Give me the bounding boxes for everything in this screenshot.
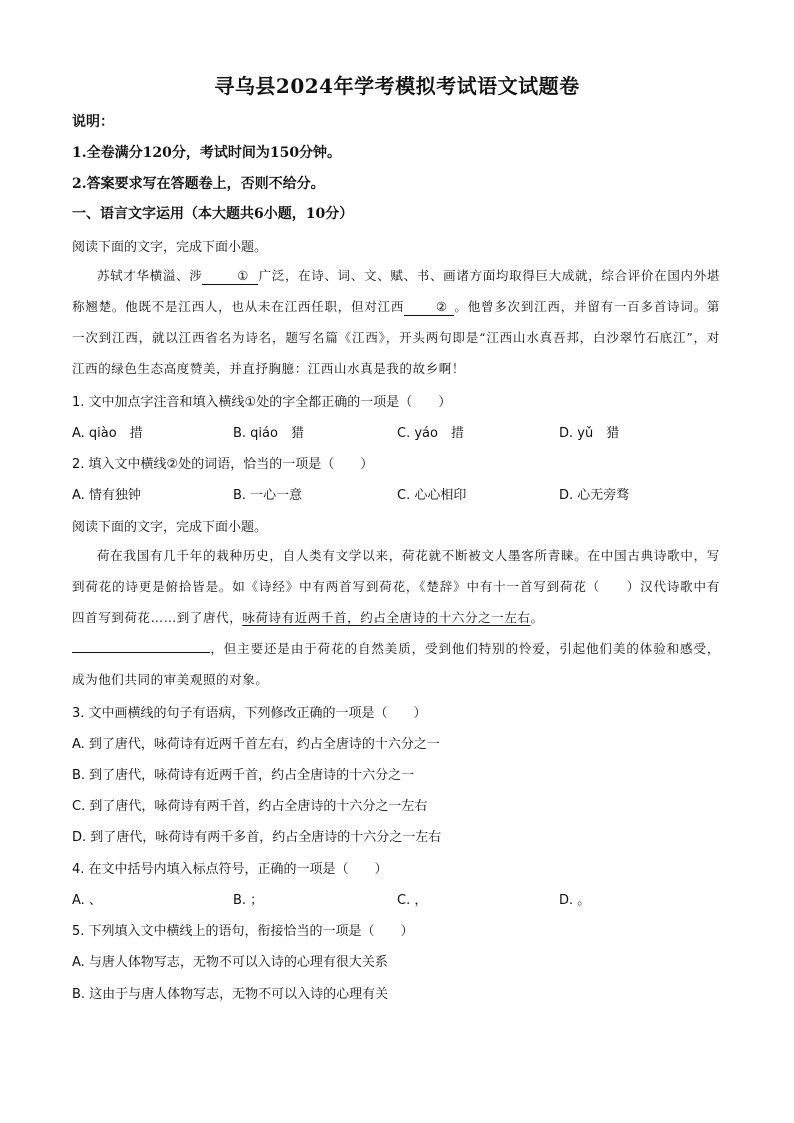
option-a[interactable]: A. 、 [72,893,102,908]
option-c[interactable]: C. 心心相印 [397,488,467,503]
option-d[interactable]: D. 。 [559,893,591,908]
reading-instruction-1: 阅读下面的文字，完成下面小题。 [72,240,268,255]
passage-text: 广泛，在诗、词、文、赋、书、画诸方面均取得巨大成就，综合评价在国内外堪称翘楚。他既不是江西人，也从未在江西任职，但对江西 [72,268,720,314]
reading-passage-2 [72,540,720,695]
note-item-2: 2.答案要求写在答题卷上，否则不给分。 [72,176,325,192]
question-1-options [72,422,720,442]
reading-instruction-2: 阅读下面的文字，完成下面小题。 [72,520,268,535]
option-b[interactable]: B. ； [233,893,264,908]
fill-blank-2: ② [404,299,454,316]
option-a[interactable]: A. 情有独钟 [72,488,141,503]
question-4-stem: 4. 在文中括号内填入标点符号，正确的一项是（ ） [72,862,388,877]
option-b[interactable]: B. 这由于与唐人体物写志，无物不可以入诗的心理有关 [72,987,389,1002]
page-title: 寻乌县2024年学考模拟考试语文试题卷 [214,74,580,98]
reading-passage-1 [72,260,720,384]
option-a[interactable]: A. qiào 措 [72,426,143,441]
option-b[interactable]: B. 到了唐代，咏荷诗有近两千首，约占全唐诗的十六分之一 [72,768,415,783]
question-2-stem: 2. 填入文中横线②处的词语，恰当的一项是（ ） [72,457,374,472]
notes-heading: 说明： [72,114,114,130]
option-c[interactable]: C. yáo 措 [397,426,464,441]
passage-text: 荷在我国有几千年的栽种历史，自人类有文学以来，荷花就不断被文人墨客所青睐。在中国古典诗歌中，写到荷花的诗更是俯拾皆是。如《诗经》中有两首写到荷花，《楚辞》中有十一首写到荷花（ ）汉代诗歌中有四首写到荷花……到了唐代， [72,548,720,625]
fill-blank-1: ① [202,268,258,285]
option-d[interactable]: D. 心无旁骛 [559,488,630,503]
question-4-options [72,889,720,909]
question-5-stem: 5. 下列填入文中横线上的语句，衔接恰当的一项是（ ） [72,924,414,939]
passage-text: 。他曾多次到江西，并留有一百多首诗词。第一次到江西，就以江西省名为诗名，题写名篇《江西》，开头两句即是“江西山水真吾邦，白沙翠竹石底江”，对江西的绿色生态高度赞美，并直抒胸臆：江西山水真是我的故乡啊！ [72,299,720,376]
passage-text: 。 [530,610,544,625]
question-3-stem: 3. 文中画横线的句子有语病，下列修改正确的一项是（ ） [72,706,427,721]
option-c[interactable]: C. 到了唐代，咏荷诗有两千首，约占全唐诗的十六分之一左右 [72,799,428,814]
note-item-1: 1.全卷满分120分，考试时间为150分钟。 [72,145,342,161]
section-heading: 一、语言文字运用（本大题共6小题，10分） [72,206,354,222]
passage-text: 苏轼才华横溢、涉 [97,268,203,283]
passage-text: ，但主要还是由于荷花的自然美质，受到他们特别的怜爱，引起他们美的体验和感受，成为他们共同的审美观照的对象。 [72,641,720,687]
fill-blank-3 [72,652,210,653]
question-2-options [72,484,720,504]
option-a[interactable]: A. 到了唐代，咏荷诗有近两千首左右，约占全唐诗的十六分之一 [72,737,440,752]
question-1-stem: 1. 文中加点字注音和填入横线①处的字全都正确的一项是（ ） [72,395,452,410]
option-d[interactable]: D. 到了唐代，咏荷诗有两千多首，约占全唐诗的十六分之一左右 [72,830,442,845]
option-a[interactable]: A. 与唐人体物写志，无物不可以入诗的心理有很大关系 [72,955,388,970]
option-b[interactable]: B. 一心一意 [233,488,303,503]
option-b[interactable]: B. qiáo 猎 [233,426,304,441]
underlined-sentence: 咏荷诗有近两千首，约占全唐诗的十六分之一左右 [242,610,531,625]
option-d[interactable]: D. yǔ 猎 [559,426,620,441]
option-c[interactable]: C. ， [397,893,428,908]
